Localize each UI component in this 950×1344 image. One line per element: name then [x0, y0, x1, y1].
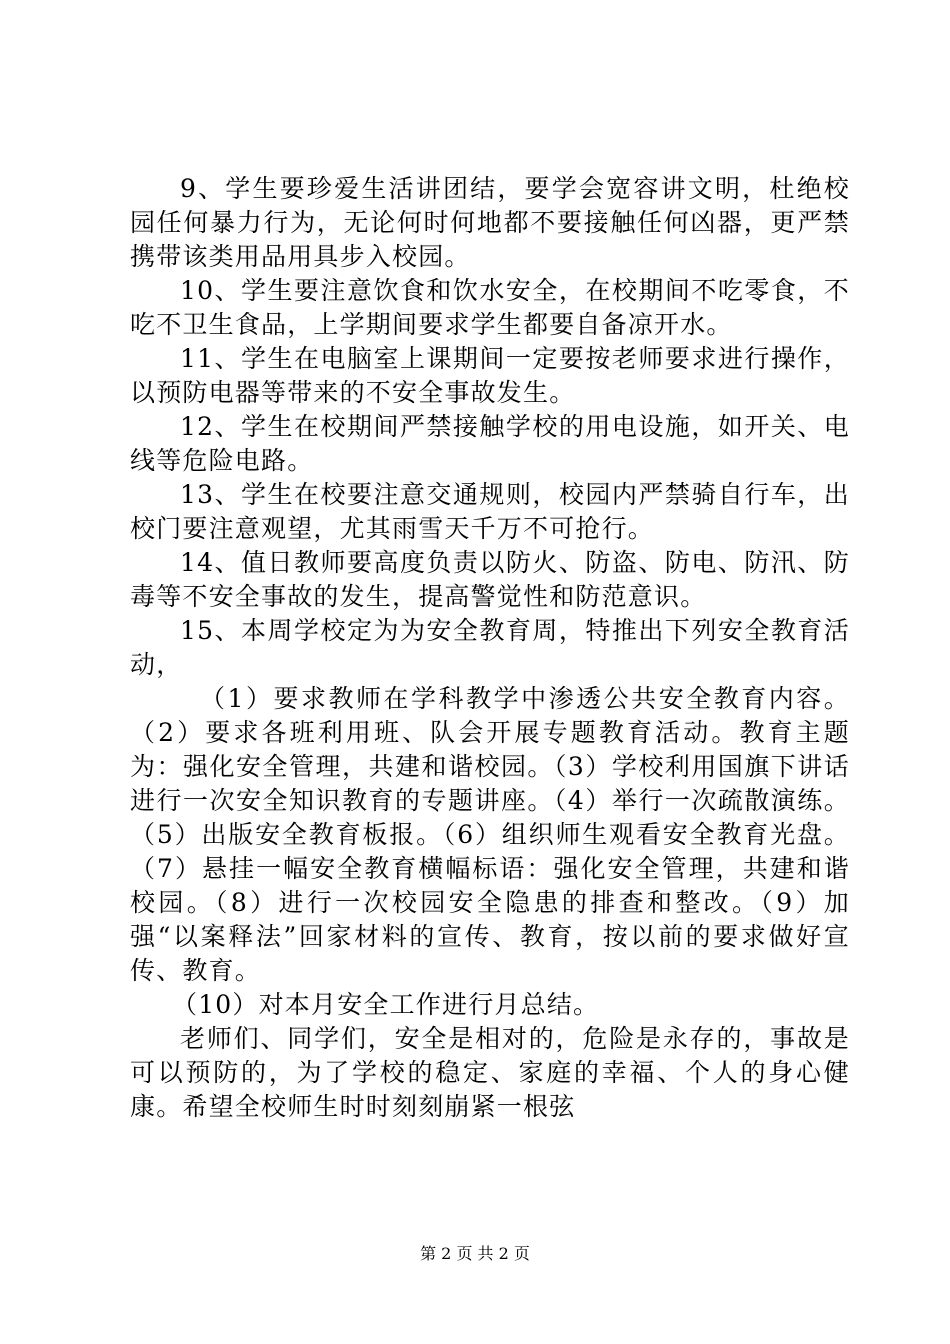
paragraph-item-13: 13、学生在校要注意交通规则，校园内严禁骑自行车，出校门要注意观望，尤其雨雪天千万不可抢行。 — [130, 480, 850, 543]
paragraph-item-10: 10、学生要注意饮食和饮水安全，在校期间不吃零食，不吃不卫生食品，上学期间要求学生都要自备凉开水。 — [130, 276, 850, 339]
closing-paragraph: 老师们、同学们，安全是相对的，危险是永存的，事故是可以预防的，为了学校的稳定、家庭的幸福、个人的身心健康。希望全校师生时时刻刻崩紧一根弦 — [130, 1024, 850, 1121]
paragraph-item-12: 12、学生在校期间严禁接触学校的用电设施，如开关、电线等危险电路。 — [130, 412, 850, 475]
activity-item-10: （10）对本月安全工作进行月总结。 — [172, 990, 600, 1019]
activity-list-paragraph: （1）要求教师在学科教学中渗透公共安全教育内容。（2）要求各班利用班、队会开展专题教育活动。教育主题为：强化安全管理，共建和谐校园。（3）学校利用国旗下讲话进行一次安全知识教育的专题讲座。（4）举行一次疏散演练。（5）出版安全教育板报。（6）组织师生观看安全教育光盘。（7）悬挂一幅安全教育横幅标语：强化安全管理，共建和谐校园。（8）进行一次校园安全隐患的排查和整改。（9）加强“以案释法”回家材料的宣传、教育，按以前的要求做好宣传、教育。 — [130, 684, 850, 985]
paragraph-item-14: 14、值日教师要高度负责以防火、防盗、防电、防汛、防毒等不安全事故的发生，提高警觉性和防范意识。 — [130, 548, 850, 611]
paragraph-item-15: 15、本周学校定为为安全教育周，特推出下列安全教育活动， — [130, 616, 850, 679]
paragraph-item-9: 9、学生要珍爱生活讲团结，要学会宽容讲文明，杜绝校园任何暴力行为，无论何时何地都不要接触任何凶器，更严禁携带该类用品用具步入校园。 — [130, 174, 850, 271]
document-body — [130, 172, 850, 1124]
paragraph-item-11: 11、学生在电脑室上课期间一定要按老师要求进行操作，以预防电器等带来的不安全事故发生。 — [130, 344, 850, 407]
page-footer: 第 2 页 共 2 页 — [420, 1244, 530, 1263]
